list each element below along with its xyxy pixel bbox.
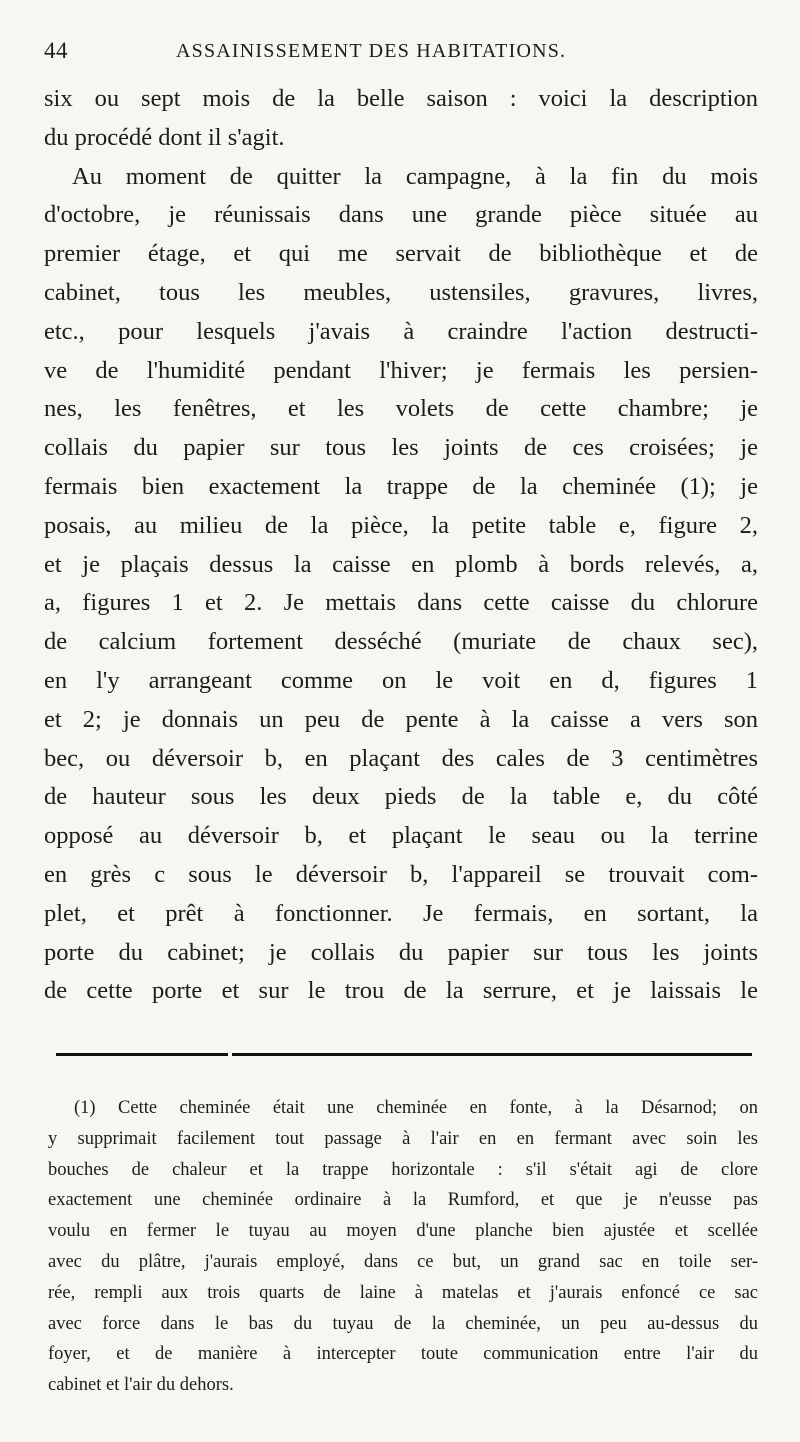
footnote-line: avec force dans le bas du tuyau de la cheminée, un peu au-dessus du bbox=[48, 1313, 758, 1334]
text-line: et je plaçais dessus la caisse en plomb à bords relevés, a, bbox=[44, 550, 758, 578]
text-line: fermais bien exactement la trappe de la cheminée (1); je bbox=[44, 472, 758, 500]
footnote-line: (1) Cette cheminée était une cheminée en fonte, à la Désarnod; on bbox=[74, 1098, 758, 1118]
text-line: opposé au déversoir b, et plaçant le seau ou la terrine bbox=[44, 822, 758, 850]
text-line: porte du cabinet; je collais du papier sur tous les joints bbox=[44, 938, 758, 966]
text-line: en grès c sous le déversoir b, l'appareil se trouvait com- bbox=[44, 860, 758, 888]
footnote-line: rée, rempli aux trois quarts de laine à matelas et j'aurais enfoncé ce sac bbox=[48, 1282, 758, 1303]
text-line: du procédé dont il s'agit. bbox=[44, 123, 285, 151]
text-line: de calcium fortement desséché (muriate de chaux sec), bbox=[44, 628, 758, 656]
text-line: posais, au milieu de la pièce, la petite table e, figure 2, bbox=[44, 511, 758, 539]
text-line: bec, ou déversoir b, en plaçant des cales de 3 centimètres bbox=[44, 744, 758, 772]
page-number: 44 bbox=[44, 38, 68, 63]
running-title: ASSAINISSEMENT DES HABITATIONS. bbox=[176, 40, 567, 62]
text-line: de cette porte et sur le trou de la serrure, et je laissais le bbox=[44, 977, 758, 1005]
separator-rule-right bbox=[232, 1053, 752, 1056]
separator-rule-left bbox=[56, 1053, 228, 1056]
footnote-line: avec du plâtre, j'aurais employé, dans ce but, un grand sac en toile ser- bbox=[48, 1251, 758, 1272]
footnote-line: voulu en fermer le tuyau au moyen d'une planche bien ajustée et scellée bbox=[48, 1221, 758, 1242]
body-text bbox=[44, 80, 758, 1011]
footnote bbox=[48, 1093, 758, 1401]
footnote-line: exactement une cheminée ordinaire à la Rumford, et que je n'eusse pas bbox=[48, 1190, 758, 1211]
text-line: d'octobre, je réunissais dans une grande pièce située au bbox=[44, 201, 758, 229]
text-line: en l'y arrangeant comme on le voit en d, figures 1 bbox=[44, 666, 758, 694]
text-line: cabinet, tous les meubles, ustensiles, gravures, livres, bbox=[44, 278, 758, 306]
text-line: etc., pour lesquels j'avais à craindre l'action destructi- bbox=[44, 317, 758, 345]
text-line: ve de l'humidité pendant l'hiver; je fermais les persien- bbox=[44, 356, 758, 384]
text-line: a, figures 1 et 2. Je mettais dans cette caisse du chlorure bbox=[44, 589, 758, 617]
footnote-line: bouches de chaleur et la trappe horizontale : s'il s'était agi de clore bbox=[48, 1159, 758, 1180]
footnote-line: cabinet et l'air du dehors. bbox=[48, 1375, 234, 1396]
text-line: premier étage, et qui me servait de bibliothèque et de bbox=[44, 240, 758, 268]
text-line: et 2; je donnais un peu de pente à la caisse a vers son bbox=[44, 705, 758, 733]
text-line: Au moment de quitter la campagne, à la fin du mois bbox=[72, 162, 758, 190]
text-line: six ou sept mois de la belle saison : voici la description bbox=[44, 85, 758, 112]
text-line: de hauteur sous les deux pieds de la table e, du côté bbox=[44, 783, 758, 811]
text-line: collais du papier sur tous les joints de ces croisées; je bbox=[44, 434, 758, 462]
text-line: plet, et prêt à fonctionner. Je fermais, en sortant, la bbox=[44, 899, 758, 927]
footnote-separator bbox=[56, 1053, 752, 1059]
text-line: nes, les fenêtres, et les volets de cette chambre; je bbox=[44, 395, 758, 423]
footnote-line: y supprimait facilement tout passage à l'air en en fermant avec soin les bbox=[48, 1128, 758, 1149]
page-header bbox=[44, 38, 624, 78]
footnote-line: foyer, et de manière à intercepter toute communication entre l'air du bbox=[48, 1344, 758, 1365]
